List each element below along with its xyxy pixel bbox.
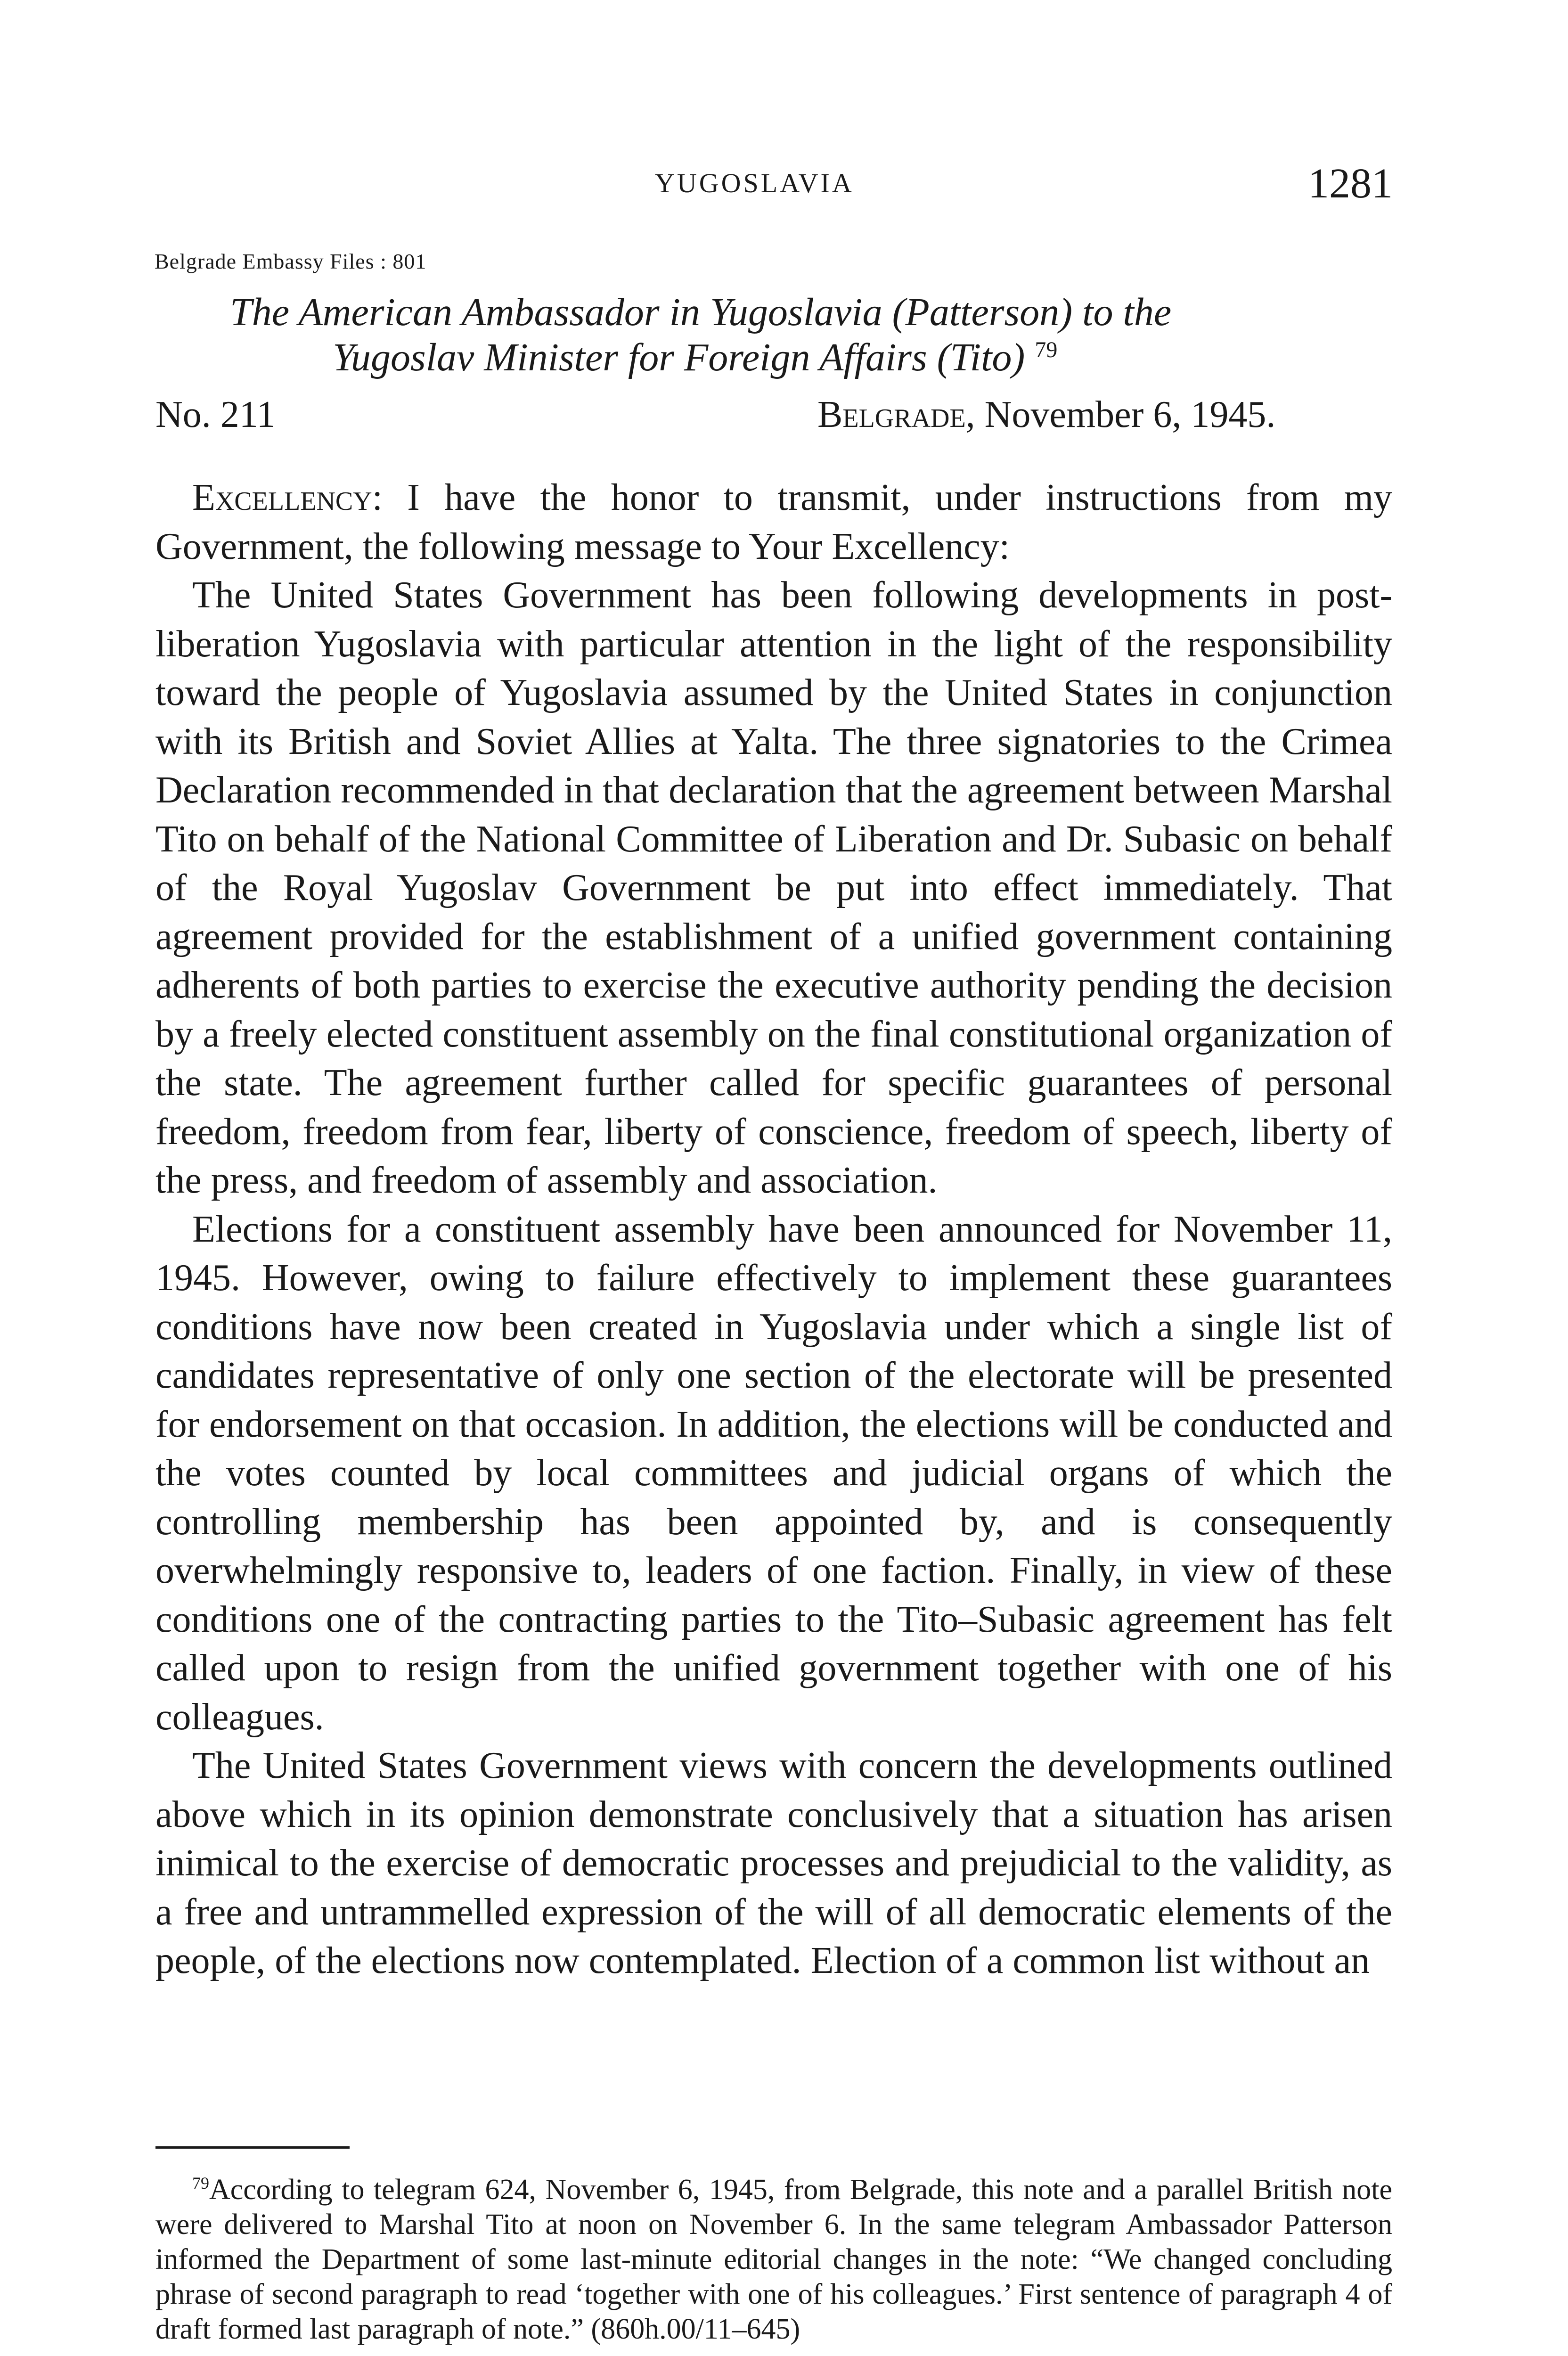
document-title	[230, 290, 1361, 380]
file-reference: Belgrade Embassy Files : 801	[155, 249, 427, 273]
document-number: No. 211	[155, 394, 276, 435]
paragraph-4: The United States Government views with concern the developments outlined above which in its opinion demonstrate conclusively that a situation has arisen inimical to the exercise of democratic processes and prejudicial to the validity, as a free and untrammelled expression of the will of all democratic elements of the people, of the elections now contemplated. Election of a common list without an	[155, 1745, 1392, 1981]
paragraph-3: Elections for a constituent assembly have been announced for November 11, 1945. However, owing to failure effectively to implement these guarantees conditions have now been created in Yugoslavia under which a single list of candidates representative of only one section of the electorate will be presented for endorsement on that occasion. In addition, the elections will be conducted and the votes counted by local committees and judicial organs of which the controlling membership has been appointed by, and is consequently overwhelmingly responsive to, leaders of one faction. Finally, in view of these conditions one of the contracting parties to the Tito–Subasic agreement has felt called upon to resign from the unified government together with one of his colleagues.	[155, 1208, 1392, 1738]
letter-body	[155, 474, 1392, 1986]
title-line-2-wrapper	[230, 335, 1361, 380]
paragraph-2: The United States Government has been following developments in post-liberation Yugoslavia with particular attention in the light of the responsibility toward the people of Yugoslavia assumed by the United States in conjunction with its British and Soviet Allies at Yalta. The three signatories to the Crimea Declaration recommended in that declaration that the agreement between Marshal Tito on behalf of the National Committee of Liberation and Dr. Subasic on behalf of the Royal Yugoslav Government be put into effect immediately. That agreement provided for the establishment of a unified government containing adherents of both parties to exercise the executive authority pending the decision by a freely elected constituent assembly on the final constitutional organization of the state. The agreement further called for specific guarantees of personal freedom, freedom from fear, liberty of conscience, freedom of speech, liberty of the press, and freedom of assembly and association.	[155, 574, 1392, 1201]
dateline	[817, 393, 1275, 436]
paragraph-1-text: : I have the honor to transmit, under instructions from my Government, the following message to Your Excellency:	[155, 477, 1392, 567]
footnote-marker: 79	[192, 2174, 209, 2192]
dateline-date: , November 6, 1945.	[965, 394, 1276, 435]
footnote-text: According to telegram 624, November 6, 1945, from Belgrade, this note and a parallel British note were delivered to Marshal Tito at noon on November 6. In the same telegram Ambassador Patterson informed the Department of some last-minute editorial changes in the note: “We changed concluding phrase of second paragraph to read ‘together with one of his colleagues.’ First sentence of paragraph 4 of draft formed last paragraph of note.” (860h.00/11–645)	[155, 2174, 1392, 2345]
paragraph-1	[155, 474, 1392, 571]
footnote	[155, 2172, 1392, 2347]
footnote-divider	[155, 2146, 350, 2149]
salutation: Excellency	[192, 477, 372, 518]
title-line-2: Yugoslav Minister for Foreign Affairs (Tito)	[333, 335, 1025, 379]
title-line-1: The American Ambassador in Yugoslavia (Patterson) to the	[230, 290, 1172, 334]
dateline-place: Belgrade	[817, 394, 966, 435]
page-number: 1281	[1308, 160, 1393, 207]
title-footnote-marker: 79	[1035, 337, 1058, 362]
running-title: YUGOSLAVIA	[655, 168, 854, 198]
